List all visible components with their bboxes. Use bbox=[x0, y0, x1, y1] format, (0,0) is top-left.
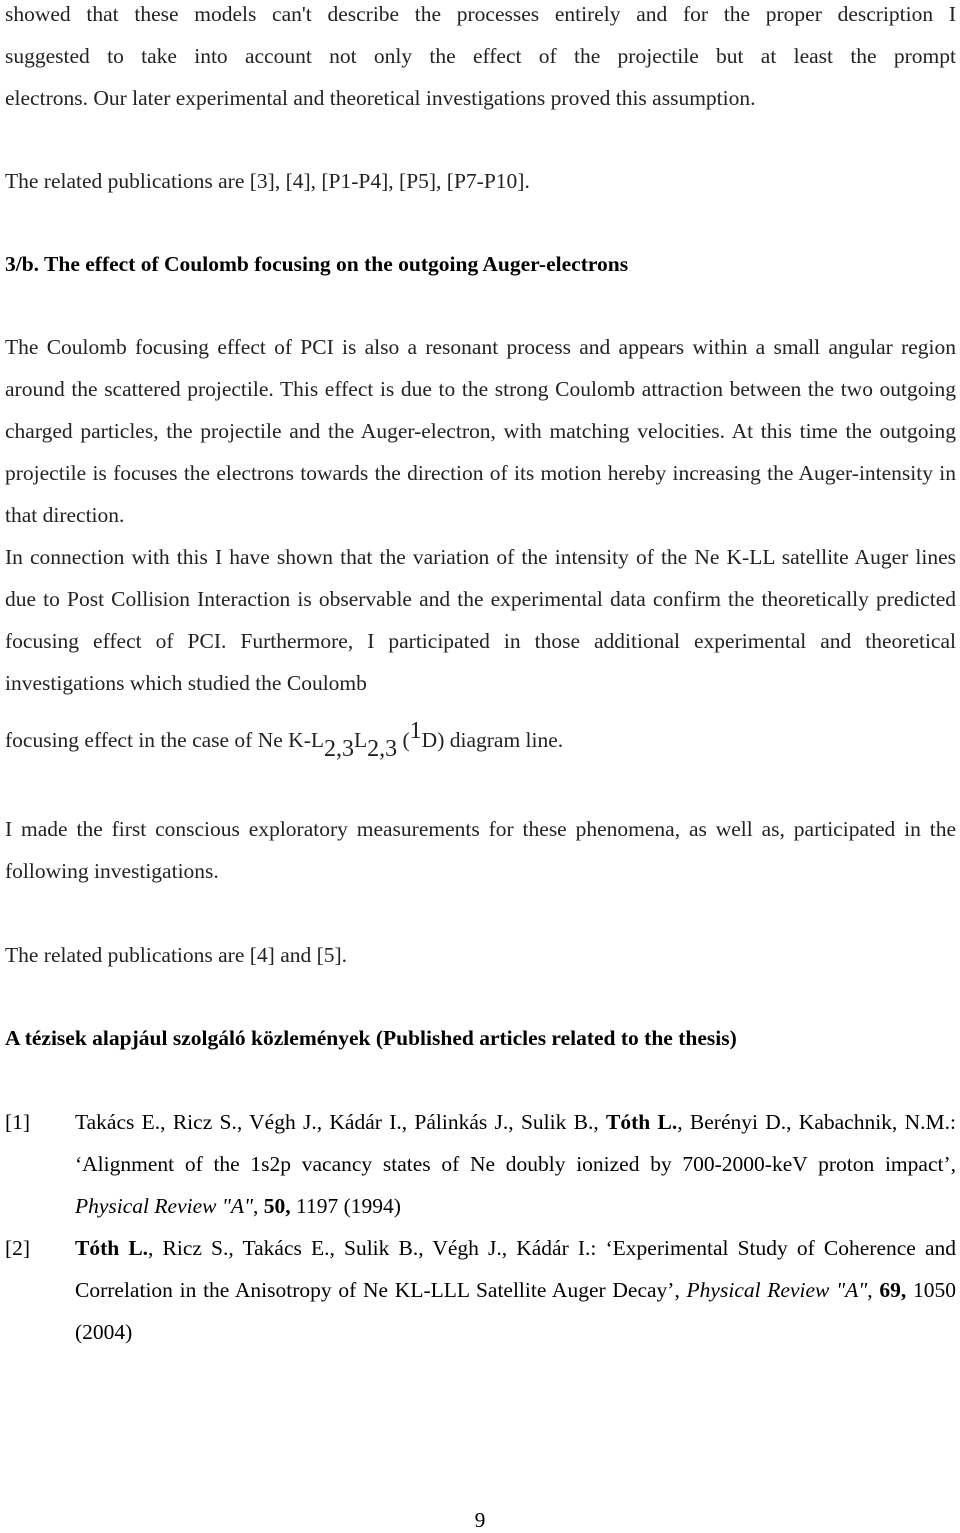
reference-2-body: Tóth L., Ricz S., Takács E., Sulik B., Végh J., Kádár I.: ‘Experimental Study of Coherence and Correlation in the Anisotropy of Ne KL-LLL Satellite Auger Decay’, Physical Review "A", 69, 1050 (2004) bbox=[75, 1236, 957, 1344]
connection-paragraph: In connection with this I have shown that the variation of the intensity of the Ne K-LL satellite Auger lines due to Post Collision Interaction is observable and the experimental data confirm the theoretically predicted focusing effect of PCI. Furthermore, I participated in those additional experimental and theoretical investigations which studied the Coulomb bbox=[5, 545, 956, 695]
subscript: 2,3 bbox=[367, 736, 398, 762]
superscript: 1 bbox=[409, 718, 422, 744]
intro-line-2: suggested to take into account not only the effect of the projectile but at least the prompt bbox=[5, 44, 956, 68]
subscript: 2,3 bbox=[323, 736, 354, 762]
section-heading: 3/b. The effect of Coulomb focusing on the outgoing Auger-electrons bbox=[5, 252, 629, 276]
connection-paragraph-last-line: focusing effect in the case of Ne K-L2,3L2,3 (1D) diagram line. bbox=[5, 718, 564, 762]
reference-1: [1] Takács E., Ricz S., Végh J., Kádár I., Pálinkás J., Sulik B., Tóth L., Berényi D., Kabachnik, N.M.: ‘Alignment of the 1s2p vacancy states of Ne doubly ionized by 700-2000-keV proton impact’, Physical Review "A", 50, 1197 (1994) bbox=[5, 1101, 956, 1227]
articles-heading: A tézisek alapjául szolgáló közlemények (Published articles related to the thesis) bbox=[5, 1026, 737, 1050]
related-publications-2: The related publications are [4] and [5]. bbox=[5, 943, 348, 967]
related-publications-1: The related publications are [3], [4], [P1-P4], [P5], [P7-P10]. bbox=[5, 169, 530, 193]
reference-2: [2] Tóth L., Ricz S., Takács E., Sulik B., Végh J., Kádár I.: ‘Experimental Study of Coherence and Correlation in the Anisotropy of Ne KL-LLL Satellite Auger Decay’, Physical Review "A", 69, 1050 (2004) bbox=[5, 1227, 956, 1353]
intro-line-3: electrons. Our later experimental and theoretical investigations proved this assumption. bbox=[5, 86, 756, 110]
exploratory-paragraph: I made the first conscious exploratory measurements for these phenomena, as well as, participated in the following investigations. bbox=[5, 817, 956, 883]
page-number: 9 bbox=[474, 1508, 486, 1532]
reference-1-body: Takács E., Ricz S., Végh J., Kádár I., Pálinkás J., Sulik B., Tóth L., Berényi D., Kabachnik, N.M.: ‘Alignment of the 1s2p vacancy states of Ne doubly ionized by 700-2000-keV proton impact’, Physical Review "A", 50, 1197 (1994) bbox=[75, 1110, 956, 1218]
coulomb-paragraph: The Coulomb focusing effect of PCI is also a resonant process and appears within a small angular region around the scattered projectile. This effect is due to the strong Coulomb attraction between the two outgoing charged particles, the projectile and the Auger-electron, with matching velocities. At this time the outgoing projectile is focuses the electrons towards the direction of its motion hereby increasing the Auger-intensity in that direction. bbox=[5, 335, 956, 527]
intro-line-1: showed that these models can't describe the processes entirely and for the proper description I bbox=[5, 2, 956, 26]
